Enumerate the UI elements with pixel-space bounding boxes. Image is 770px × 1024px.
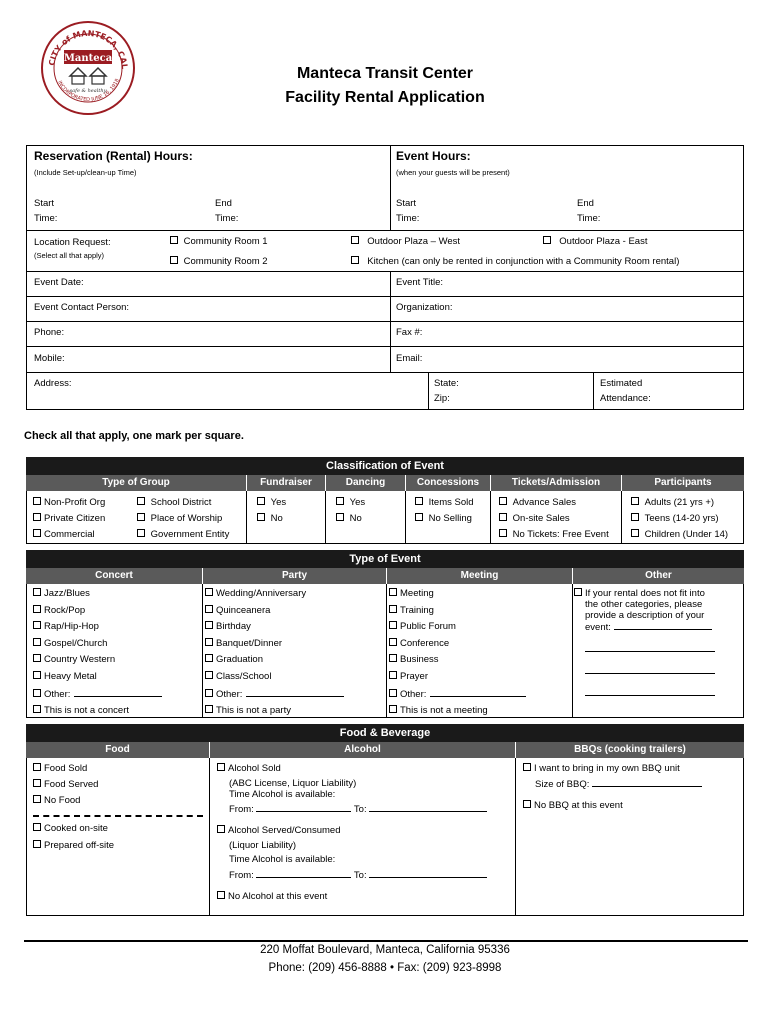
no-bbq-option[interactable]: No BBQ at this event [523, 800, 623, 812]
svg-text:Manteca: Manteca [63, 53, 113, 64]
alcohol-sold-option[interactable]: Alcohol Sold [217, 763, 281, 775]
checkbox-icon[interactable] [33, 795, 41, 803]
checkbox-icon[interactable] [631, 497, 639, 505]
food-header: Food [26, 742, 209, 758]
checkbox-icon[interactable] [205, 689, 213, 697]
meeting-option[interactable]: Conference [389, 638, 449, 650]
phone-field[interactable]: Phone: [34, 327, 65, 338]
form-title: Manteca Transit Center [296, 65, 474, 82]
other-event-field[interactable]: event: [585, 621, 712, 634]
community-room-1-option[interactable]: Community Room 1 [170, 236, 268, 248]
concert-option[interactable]: Country Western [33, 654, 115, 666]
checkbox-icon[interactable] [499, 497, 507, 505]
checkbox-icon[interactable] [631, 529, 639, 537]
alcohol-served-from-field[interactable]: From: To: [229, 869, 487, 882]
checkbox-icon[interactable] [631, 513, 639, 521]
checkbox-icon[interactable] [257, 513, 265, 521]
footer-contact: Phone: (209) 456-8888 • Fax: (209) 923-8998 [268, 962, 502, 974]
checkbox-icon[interactable] [33, 497, 41, 505]
bbq-size-field[interactable]: Size of BBQ: [535, 778, 702, 791]
school-district-option[interactable]: School District [137, 497, 211, 509]
food-sold-option[interactable]: Food Sold [33, 763, 87, 775]
checkbox-icon[interactable] [33, 840, 41, 848]
party-option[interactable]: Quinceanera [205, 605, 270, 617]
food-beverage-title: Food & Beverage [26, 724, 744, 742]
checkbox-icon[interactable] [205, 705, 213, 713]
meeting-header: Meeting [387, 568, 572, 584]
party-option[interactable]: Graduation [205, 654, 263, 666]
no-alcohol-option[interactable]: No Alcohol at this event [217, 891, 327, 903]
checkbox-icon[interactable] [574, 588, 582, 596]
classification-title: Classification of Event [26, 457, 744, 475]
concert-option[interactable]: This is not a concert [33, 705, 129, 717]
checkbox-icon[interactable] [170, 256, 178, 264]
party-option[interactable]: Birthday [205, 621, 251, 633]
reservation-hours-note: (Include Set-up/clean-up Time) [34, 168, 137, 177]
other-note-line3: provide a description of your [585, 610, 705, 621]
checkbox-icon[interactable] [33, 705, 41, 713]
checkbox-icon[interactable] [33, 588, 41, 596]
contact-person-field[interactable]: Event Contact Person: [34, 302, 130, 313]
checkbox-icon[interactable] [205, 671, 213, 679]
private-citizen-option[interactable]: Private Citizen [33, 513, 105, 525]
footer-address: 220 Moffat Boulevard, Manteca, California 95336 [260, 944, 510, 956]
res-end-time-field[interactable]: Time: [215, 213, 239, 224]
outdoor-plaza-east-option[interactable]: Outdoor Plaza - East [543, 236, 647, 248]
res-end-label: End [215, 198, 232, 209]
event-end-label: End [577, 198, 594, 209]
place-of-worship-option[interactable]: Place of Worship [137, 513, 222, 525]
email-field[interactable]: Email: [396, 353, 423, 364]
no-food-option[interactable]: No Food [33, 795, 80, 807]
checkbox-icon[interactable] [33, 605, 41, 613]
government-entity-option[interactable]: Government Entity [137, 529, 229, 541]
zip-field[interactable]: Zip: [434, 393, 450, 404]
checkbox-icon[interactable] [351, 256, 359, 264]
res-start-label: Start [34, 198, 55, 209]
checkbox-icon[interactable] [33, 621, 41, 629]
concert-header: Concert [26, 568, 202, 584]
concert-option[interactable]: Rock/Pop [33, 605, 85, 617]
party-option[interactable]: Banquet/Dinner [205, 638, 282, 650]
res-start-time-field[interactable]: Time: [34, 213, 58, 224]
alcohol-sold-note: (ABC License, Liquor Liability) [229, 778, 357, 789]
checkbox-icon[interactable] [33, 529, 41, 537]
alcohol-header: Alcohol [210, 742, 515, 758]
form-subtitle: Facility Rental Application [285, 89, 485, 106]
checkbox-icon[interactable] [336, 497, 344, 505]
checkbox-icon[interactable] [389, 689, 397, 697]
alcohol-served-option[interactable]: Alcohol Served/Consumed [217, 825, 340, 837]
checkbox-icon[interactable] [217, 763, 225, 771]
tickets-header: Tickets/Admission [491, 475, 621, 491]
mobile-field[interactable]: Mobile: [34, 353, 65, 364]
event-start-label: Start [396, 198, 417, 209]
dancing-no-option[interactable]: No [336, 513, 362, 525]
adults-option[interactable]: Adults (21 yrs +) [631, 497, 714, 509]
checkbox-icon[interactable] [389, 588, 397, 596]
checkbox-icon[interactable] [389, 638, 397, 646]
organization-field[interactable]: Organization: [396, 302, 453, 313]
fundraiser-yes-option[interactable]: Yes [257, 497, 286, 509]
checkbox-icon[interactable] [389, 671, 397, 679]
event-date-field[interactable]: Event Date: [34, 277, 84, 288]
cooked-onsite-option[interactable]: Cooked on-site [33, 823, 108, 835]
checkbox-icon[interactable] [389, 605, 397, 613]
commercial-option[interactable]: Commercial [33, 529, 95, 541]
checkbox-icon[interactable] [33, 671, 41, 679]
prepared-offsite-option[interactable]: Prepared off-site [33, 840, 114, 852]
dancing-header: Dancing [326, 475, 405, 491]
checkbox-icon[interactable] [523, 800, 531, 808]
svg-text:CITY of MANTECA, CALIFORNIA: CITY of MANTECA, CAL [47, 28, 130, 70]
bbq-header: BBQs (cooking trailers) [516, 742, 744, 758]
dancing-yes-option[interactable]: Yes [336, 497, 365, 509]
meeting-option[interactable]: Business [389, 654, 439, 666]
kitchen-option[interactable]: Kitchen (can only be rented in conjunction with a Community Room rental) [351, 256, 679, 268]
checkbox-icon[interactable] [351, 236, 359, 244]
checkbox-icon[interactable] [170, 236, 178, 244]
own-bbq-option[interactable]: I want to bring in my own BBQ unit [523, 763, 680, 775]
concert-option[interactable]: Jazz/Blues [33, 588, 90, 600]
alcohol-sold-time-label: Time Alcohol is available: [229, 789, 336, 800]
community-room-2-option[interactable]: Community Room 2 [170, 256, 268, 268]
food-served-option[interactable]: Food Served [33, 779, 98, 791]
checkbox-icon[interactable] [389, 621, 397, 629]
alcohol-served-note: (Liquor Liability) [229, 840, 297, 851]
checkbox-icon[interactable] [33, 779, 41, 787]
state-field[interactable]: State: [434, 378, 459, 389]
participants-header: Participants [622, 475, 744, 491]
address-field[interactable]: Address: [34, 378, 72, 389]
concert-option[interactable]: Rap/Hip-Hop [33, 621, 99, 633]
checkbox-icon[interactable] [523, 763, 531, 771]
checkbox-icon[interactable] [389, 705, 397, 713]
checkbox-icon[interactable] [205, 605, 213, 613]
advance-sales-option[interactable]: Advance Sales [499, 497, 576, 509]
party-option[interactable]: Other: [205, 688, 344, 701]
svg-text:INCORPORATED JUNE 16, 1918: INCORPORATED JUNE 16, 1918 [56, 78, 121, 103]
party-option[interactable]: This is not a party [205, 705, 291, 717]
party-header: Party [203, 568, 386, 584]
checkbox-icon[interactable] [205, 638, 213, 646]
other-header: Other [573, 568, 744, 584]
meeting-option[interactable]: Prayer [389, 671, 428, 683]
children-option[interactable]: Children (Under 14) [631, 529, 728, 541]
outdoor-plaza-west-option[interactable]: Outdoor Plaza – West [351, 236, 460, 248]
attendance-label: Estimated [600, 378, 643, 389]
checkbox-icon[interactable] [217, 825, 225, 833]
checkbox-icon[interactable] [415, 513, 423, 521]
reservation-section [26, 145, 744, 410]
nonprofit-option[interactable]: Non-Profit Org [33, 497, 105, 509]
checkbox-icon[interactable] [137, 513, 145, 521]
instructions: Check all that apply, one mark per square. [24, 430, 244, 442]
teens-option[interactable]: Teens (14-20 yrs) [631, 513, 719, 525]
checkbox-icon[interactable] [257, 497, 265, 505]
checkbox-icon[interactable] [205, 654, 213, 662]
checkbox-icon[interactable] [33, 689, 41, 697]
event-title-field[interactable]: Event Title: [396, 277, 443, 288]
event-hours-title: Event Hours: [396, 149, 471, 163]
svg-text:safe & healthy: safe & healthy [69, 88, 107, 94]
fundraiser-no-option[interactable]: No [257, 513, 283, 525]
checkbox-icon[interactable] [33, 823, 41, 831]
meeting-option[interactable]: This is not a meeting [389, 705, 488, 717]
event-start-time-field[interactable]: Time: [396, 213, 420, 224]
attendance-field[interactable]: Attendance: [600, 393, 651, 404]
checkbox-icon[interactable] [33, 513, 41, 521]
type-of-event-title: Type of Event [26, 550, 744, 568]
checkbox-icon[interactable] [217, 891, 225, 899]
checkbox-icon[interactable] [33, 654, 41, 662]
meeting-option[interactable]: Meeting [389, 588, 434, 600]
checkbox-icon[interactable] [336, 513, 344, 521]
concert-option[interactable]: Other: [33, 688, 162, 701]
reservation-hours-title: Reservation (Rental) Hours: [34, 149, 193, 163]
checkbox-icon[interactable] [205, 621, 213, 629]
onsite-sales-option[interactable]: On-site Sales [499, 513, 570, 525]
meeting-option[interactable]: Other: [389, 688, 526, 701]
concert-option[interactable]: Heavy Metal [33, 671, 97, 683]
fax-field[interactable]: Fax #: [396, 327, 423, 338]
alcohol-served-time-label: Time Alcohol is available: [229, 854, 336, 865]
checkbox-icon[interactable] [389, 654, 397, 662]
food-divider [33, 815, 203, 817]
concessions-header: Concessions [406, 475, 490, 491]
checkbox-icon[interactable] [543, 236, 551, 244]
no-tickets-option[interactable]: No Tickets: Free Event [499, 529, 609, 541]
location-label: Location Request: [34, 237, 111, 248]
checkbox-icon[interactable] [499, 529, 507, 537]
checkbox-icon[interactable] [415, 497, 423, 505]
meeting-option[interactable]: Public Forum [389, 621, 456, 633]
checkbox-icon[interactable] [137, 497, 145, 505]
checkbox-icon[interactable] [33, 638, 41, 646]
type-of-group-header: Type of Group [26, 475, 246, 491]
party-option[interactable]: Class/School [205, 671, 271, 683]
checkbox-icon[interactable] [33, 763, 41, 771]
other-description-option[interactable]: If your rental does not fit into [574, 588, 705, 600]
checkbox-icon[interactable] [137, 529, 145, 537]
concert-option[interactable]: Gospel/Church [33, 638, 107, 650]
meeting-option[interactable]: Training [389, 605, 434, 617]
items-sold-option[interactable]: Items Sold [415, 497, 474, 509]
event-hours-note: (when your guests will be present) [396, 168, 510, 177]
checkbox-icon[interactable] [499, 513, 507, 521]
location-note: (Select all that apply) [34, 251, 105, 260]
checkbox-icon[interactable] [205, 588, 213, 596]
party-option[interactable]: Wedding/Anniversary [205, 588, 306, 600]
fundraiser-header: Fundraiser [247, 475, 325, 491]
event-end-time-field[interactable]: Time: [577, 213, 601, 224]
alcohol-sold-from-field[interactable]: From: To: [229, 803, 487, 816]
no-selling-option[interactable]: No Selling [415, 513, 472, 525]
other-note-line2: the other categories, please [585, 599, 703, 610]
